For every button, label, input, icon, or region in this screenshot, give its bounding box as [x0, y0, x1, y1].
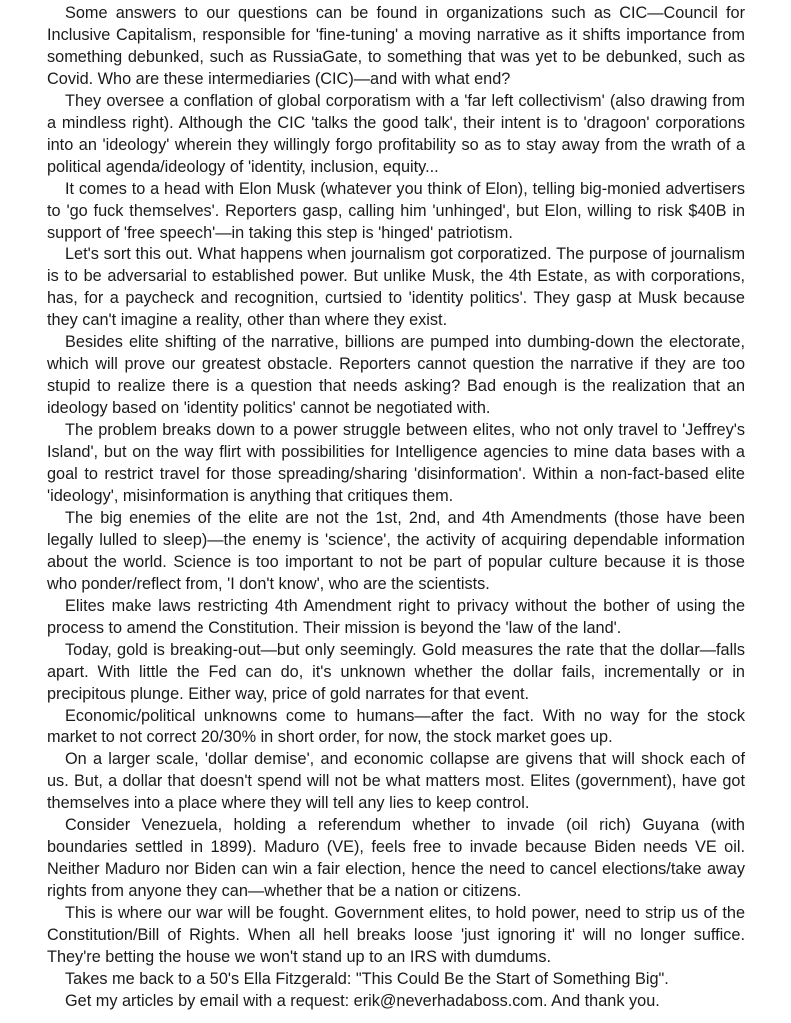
paragraph-2: They oversee a conflation of global corporatism with a 'far left collectivism' (also drawing from a mindless right). Although the CIC 'talks the good talk', their intent is to 'dragoon' corporations into an 'ideology' wherein they willingly forgo profitability so as to stay away from the wrath of a political agenda/ideology of 'identity, inclusion, equity...: [47, 91, 745, 176]
paragraph-6: The problem breaks down to a power struggle between elites, who not only travel to 'Jeffrey's Island', but on the way flirt with possibilities for Intelligence agencies to mine data bases with a goal to restrict travel for those spreading/sharing 'disinformation'. Within a non-fact-based elite 'ideology', misinformation is anything that critiques them.: [47, 421, 745, 505]
paragraph-8: Elites make laws restricting 4th Amendment right to privacy without the bother of using the process to amend the Constitution. Their mission is beyond the 'law of the land'.: [47, 596, 745, 637]
paragraph-13: This is where our war will be fought. Government elites, to hold power, need to strip us of the Constitution/Bill of Rights. When all hell breaks loose 'just ignoring it' will no longer suffice. They're betting the house we won't stand up to an IRS with dumdums.: [47, 904, 745, 966]
paragraph-12: Consider Venezuela, holding a referendum whether to invade (oil rich) Guyana (with boundaries settled in 1899). Maduro (VE), feels free to invade because Biden needs VE oil. Neither Maduro nor Biden can win a fair election, hence the need to cancel elections/take away rights from anyone they can—whether that be a nation or citizens.: [47, 816, 745, 901]
paragraph-14: Takes me back to a 50's Ella Fitzgerald: "This Could Be the Start of Something Big".: [65, 969, 669, 988]
contact-paragraph: Get my articles by email with a request: erik@neverhadaboss.com. And thank you.: [65, 991, 660, 1010]
paragraph-10: Economic/political unknowns come to humans—after the fact. With no way for the stock market to not correct 20/30% in short order, for now, the stock market goes up.: [47, 706, 745, 747]
paragraph-7: The big enemies of the elite are not the 1st, 2nd, and 4th Amendments (those have been legally lulled to sleep)—the enemy is 'science', the activity of acquiring dependable information about the world. Science is too important to not be part of popular culture because it is those who ponder/reflect from, 'I don't know', who are the scientists.: [47, 508, 745, 593]
paragraph-1: Some answers to our questions can be found in organizations such as CIC—Council for Inclusive Capitalism, responsible for 'fine-tuning' a moving narrative as it shifts importance from something debunked, such as RussiaGate, to something that was yet to be debunked, such as Covid. Who are these intermediaries (CIC)—and with what end?: [47, 4, 745, 88]
paragraph-5: Besides elite shifting of the narrative, billions are pumped into dumbing-down the electorate, which will prove our greatest obstacle. Reporters cannot question the narrative if they are too stupid to realize there is a question that needs asking? Bad enough is the realization that an ideology based on 'identity politics' cannot be negotiated with.: [47, 333, 745, 418]
paragraph-11: On a larger scale, 'dollar demise', and economic collapse are givens that will shock each of us. But, a dollar that doesn't spend will not be what matters most. Elites (government), have got themselves into a place where they will tell any lies to keep control.: [47, 750, 745, 813]
paragraph-4: Let's sort this out. What happens when journalism got corporatized. The purpose of journalism is to be adversarial to established power. But unlike Musk, the 4th Estate, as with corporations, has, for a paycheck and recognition, curtsied to 'identity politics'. They gasp at Musk because they can't imagine a reality, other than where they exist.: [47, 245, 745, 330]
paragraph-9: Today, gold is breaking-out—but only seemingly. Gold measures the rate that the dollar—falls apart. With little the Fed can do, it's unknown whether the dollar fails, incrementally or in precipitous plunge. Either way, price of gold narrates for that event.: [47, 640, 745, 703]
paragraph-3: It comes to a head with Elon Musk (whatever you think of Elon), telling big-monied advertisers to 'go fuck themselves'. Reporters gasp, calling him 'unhinged', but Elon, willing to risk $40B in support of 'free speech'—in taking this step is 'hinged' patriotism.: [47, 179, 745, 242]
